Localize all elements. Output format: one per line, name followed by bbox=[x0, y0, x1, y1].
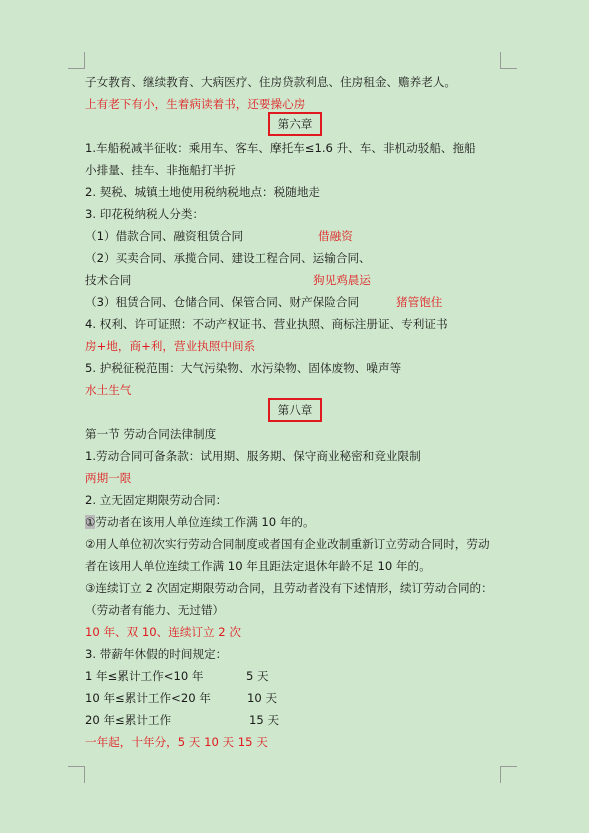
text-line: 1.劳动合同可备条款：试用期、服务期、保守商业秘密和竞业限制 bbox=[85, 449, 421, 463]
text-line: 4. 权利、许可证照：不动产权证书、营业执照、商标注册证、专利证书 bbox=[85, 317, 448, 331]
mnemonic-line: 上有老下有小，生着病读着书，还要操心房 bbox=[85, 97, 306, 111]
text-line: 3. 印花税纳税人分类： bbox=[85, 207, 205, 221]
vacation-rule-label: 10 年≤累计工作<20 年 bbox=[85, 691, 211, 705]
text-line: 子女教育、继续教育、大病医疗、住房贷款利息、住房租金、赡养老人。 bbox=[85, 75, 457, 89]
text-line: 小排量、挂车、非拖船打半折 bbox=[85, 163, 236, 177]
mnemonic-note: 狗见鸡晨运 bbox=[313, 273, 371, 287]
text-line: （劳动者有能力、无过错） bbox=[85, 603, 225, 617]
mnemonic-line: 10 年、双 10、连续订立 2 次 bbox=[85, 625, 241, 639]
margin-corner-top-left bbox=[68, 52, 85, 69]
vacation-rule-days: 15 天 bbox=[249, 713, 280, 727]
text-segment: 劳动者在该用人单位连续工作满 10 年的。 bbox=[95, 515, 315, 529]
vacation-rule-days: 10 天 bbox=[247, 691, 278, 705]
chapter-title: 第六章 bbox=[268, 112, 323, 136]
text-line: 2. 契税、城镇土地使用税纳税地点：税随地走 bbox=[85, 185, 321, 199]
vacation-rule-label: 1 年≤累计工作<10 年 bbox=[85, 669, 204, 683]
text-line: 2. 立无固定期限劳动合同： bbox=[85, 493, 228, 507]
text-line: 5. 护税征税范围：大气污染物、水污染物、固体废物、噪声等 bbox=[85, 361, 402, 375]
text-line: 3. 带薪年休假的时间规定： bbox=[85, 647, 228, 661]
highlighted-marker: ① bbox=[85, 515, 96, 529]
mnemonic-note: 借融资 bbox=[318, 229, 353, 243]
mnemonic-line: 一年起，十年分，5 天 10 天 15 天 bbox=[85, 735, 268, 749]
margin-corner-top-right bbox=[500, 52, 517, 69]
text-line: 1.车船税减半征收：乘用车、客车、摩托车≤1.6 升、车、非机动驳船、拖船 bbox=[85, 141, 476, 155]
text-line: 者在该用人单位连续工作满 10 年且距法定退休年龄不足 10 年的。 bbox=[85, 559, 431, 573]
margin-corner-bottom-right bbox=[500, 766, 517, 783]
text-line bbox=[85, 514, 315, 530]
mnemonic-line: 两期一限 bbox=[85, 471, 132, 485]
vacation-rule-days: 5 天 bbox=[246, 669, 269, 683]
mnemonic-line: 水土生气 bbox=[85, 383, 132, 397]
chapter-heading bbox=[85, 112, 505, 136]
text-line: 技术合同 bbox=[85, 273, 132, 287]
text-line: （3）租赁合同、仓储合同、保管合同、财产保险合同 bbox=[85, 295, 360, 309]
mnemonic-line: 房+地，商+利，营业执照中间系 bbox=[85, 339, 256, 353]
chapter-heading bbox=[85, 398, 505, 422]
mnemonic-note: 猪管饱住 bbox=[396, 295, 443, 309]
text-line: ②用人单位初次实行劳动合同制度或者国有企业改制重新订立劳动合同时，劳动 bbox=[85, 537, 490, 551]
margin-corner-bottom-left bbox=[68, 766, 85, 783]
text-line: （1）借款合同、融资租赁合同 bbox=[85, 229, 244, 243]
section-title: 第一节 劳动合同法律制度 bbox=[85, 427, 217, 441]
text-line: （2）买卖合同、承揽合同、建设工程合同、运输合同、 bbox=[85, 251, 371, 265]
text-line: ③连续订立 2 次固定期限劳动合同，且劳动者没有下述情形，续订劳动合同的： bbox=[85, 581, 493, 595]
vacation-rule-label: 20 年≤累计工作 bbox=[85, 713, 172, 727]
chapter-title: 第八章 bbox=[268, 398, 323, 422]
